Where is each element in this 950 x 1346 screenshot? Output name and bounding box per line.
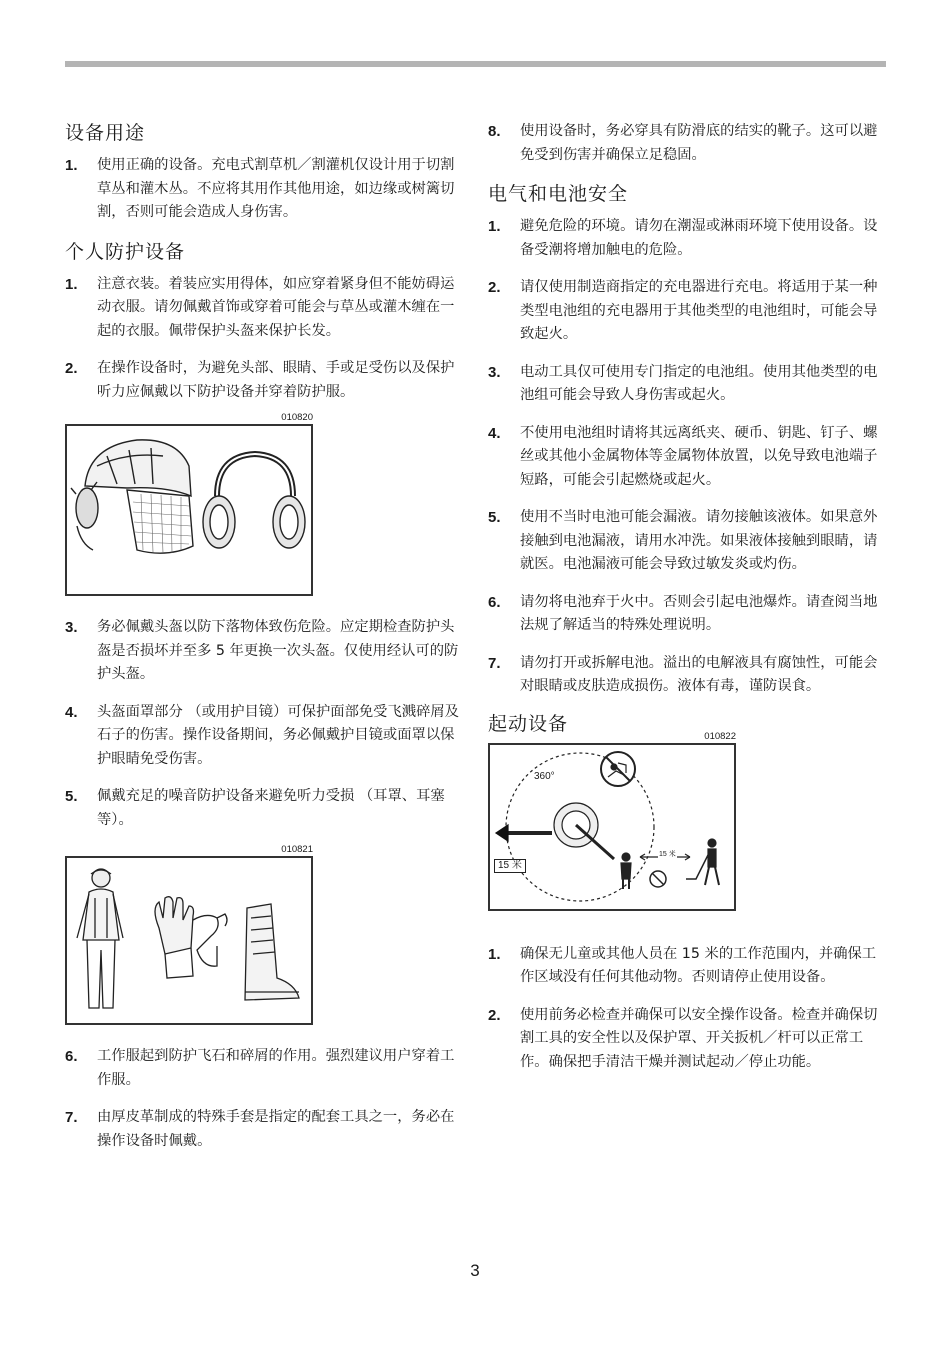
section-title-battery-safety: 电气和电池安全 bbox=[488, 183, 629, 205]
list-item: 7. 由厚皮革制成的特殊手套是指定的配套工具之一，务必在操作设备时佩戴。 bbox=[65, 1109, 455, 1149]
figure-helmet-earmuffs bbox=[65, 412, 462, 596]
distance-label-small: 15 米 bbox=[659, 850, 676, 858]
list-item: 6. 请勿将电池弃于火中。否则会引起电池爆炸。请查阅当地法规了解适当的特殊处理说明。 bbox=[488, 593, 878, 633]
list-item: 4. 不使用电池组时请将其远离纸夹、硬币、钥匙、钉子、螺丝或其他小金属物体等金属物体放置，以免导致电池端子短路，可能会引起燃烧或起火。 bbox=[488, 424, 878, 488]
list-item: 1. 注意衣装。着装应实用得体，如应穿着紧身但不能妨碍运动衣服。请勿佩戴首饰或穿着可能会与草丛或灌木缠在一起的衣服。佩带保护头盔来保护长发。 bbox=[65, 275, 455, 339]
figure-code: 010821 bbox=[281, 844, 313, 855]
list-item: 3. 电动工具仅可使用专门指定的电池组。使用其他类型的电池组可能会导致人身伤害或起火。 bbox=[488, 363, 878, 403]
left-column bbox=[65, 120, 462, 1167]
list-item: 2. 请仅使用制造商指定的充电器进行充电。将适用于某一种类型电池组的充电器用于其他类型的电池组时，可能会导致起火。 bbox=[488, 279, 878, 342]
list-item: 1. 使用正确的设备。充电式割草机／割灌机仅设计用于切割草丛和灌木丛。不应将其用作其他用途，如边缘或树篱切割，否则可能会造成人身伤害。 bbox=[65, 157, 455, 220]
figure-safety-zone bbox=[488, 731, 886, 911]
list-item: 5. 使用不当时电池可能会漏液。请勿接触该液体。如果意外接触到电池漏液，请用水冲洗。如果液体接触到眼睛，请就医。电池漏液可能会导致过敏发炎或灼伤。 bbox=[488, 509, 878, 572]
list-item: 1. 避免危险的环境。请勿在潮湿或淋雨环境下使用设备。设备受潮将增加触电的危险。 bbox=[488, 218, 878, 258]
figure-clothing-gloves-boots bbox=[65, 844, 462, 1025]
list-item: 3. 务必佩戴头盔以防下落物体致伤危险。应定期检查防护头盔是否损坏并至多 5 年更换一次头盔。仅使用经认可的防护头盔。 bbox=[65, 619, 459, 682]
right-column bbox=[488, 120, 886, 1088]
list-item: 2. 在操作设备时，为避免头部、眼睛、手或足受伤以及保护听力应佩戴以下防护设备并穿着防护服。 bbox=[65, 360, 455, 400]
list-item: 1. 确保无儿童或其他人员在 15 米的工作范围内，并确保工作区域没有任何其他动物。否则请停止使用设备。 bbox=[488, 945, 877, 985]
list-item: 5. 佩戴充足的噪音防护设备来避免听力受损 （耳罩、耳塞等）。 bbox=[65, 788, 445, 828]
page-number: 3 bbox=[470, 1261, 480, 1280]
list-item: 4. 头盔面罩部分 （或用护目镜）可保护面部免受飞溅碎屑及石子的伤害。操作设备期间，务必佩戴护目镜或面罩以保护眼睛免受伤害。 bbox=[65, 703, 459, 767]
list-item: 6. 工作服起到防护飞石和碎屑的作用。强烈建议用户穿着工作服。 bbox=[65, 1048, 455, 1088]
protective-clothing-illustration bbox=[67, 858, 311, 1023]
safety-zone-illustration bbox=[490, 745, 734, 909]
figure-code: 010820 bbox=[281, 412, 313, 423]
distance-label: 15 米 bbox=[494, 859, 526, 873]
figure-code: 010822 bbox=[704, 730, 736, 742]
header-rule bbox=[65, 61, 886, 67]
section-title-personal-protection: 个人防护设备 bbox=[65, 240, 186, 263]
section-title-starting: 起动设备 bbox=[488, 712, 569, 735]
helmet-earmuff-illustration bbox=[67, 426, 311, 594]
list-item: 8. 使用设备时，务必穿具有防滑底的结实的靴子。这可以避免受到伤害并确保立足稳固。 bbox=[488, 123, 878, 163]
section-title-intended-use: 设备用途 bbox=[65, 122, 146, 144]
list-item: 2. 使用前务必检查并确保可以安全操作设备。检查并确保切割工具的安全性以及保护罩、开关扳机／杆可以正常工作。确保把手清洁干燥并测试起动／停止功能。 bbox=[488, 1006, 878, 1070]
angle-label: 360° bbox=[534, 770, 555, 782]
list-item: 7. 请勿打开或拆解电池。溢出的电解液具有腐蚀性，可能会对眼睛或皮肤造成损伤。液体有毒，谨防误食。 bbox=[488, 654, 878, 694]
